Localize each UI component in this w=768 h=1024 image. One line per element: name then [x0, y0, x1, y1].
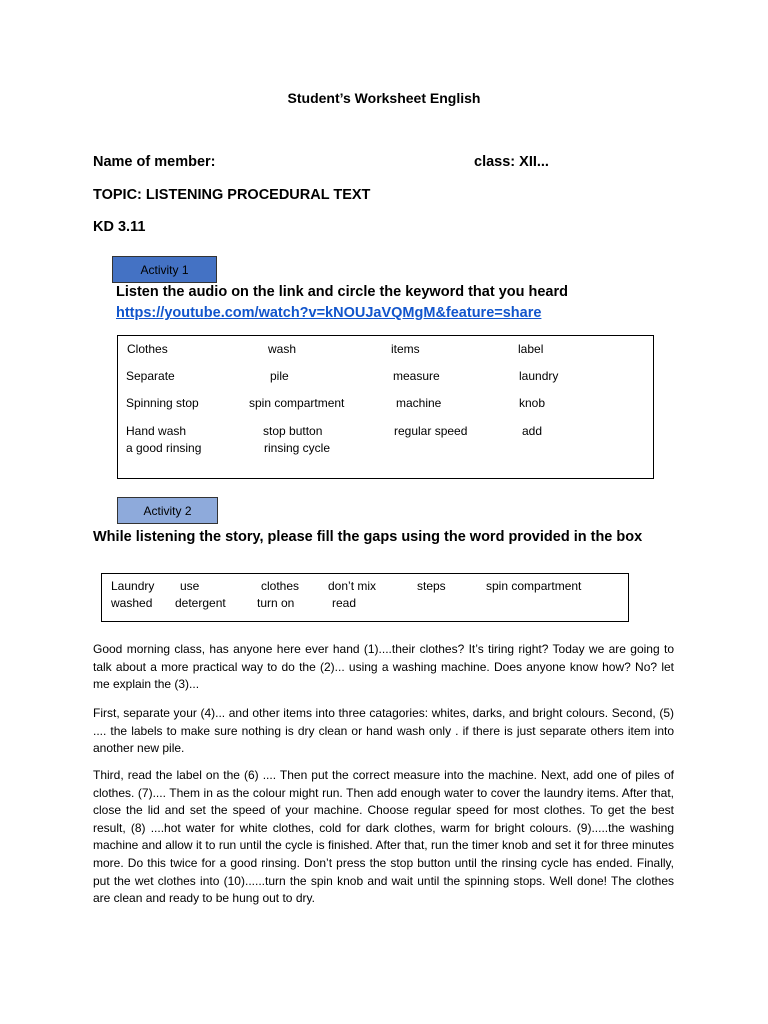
keyword[interactable]: add: [522, 424, 543, 438]
word: spin compartment: [486, 579, 582, 593]
keyword-box: [117, 335, 654, 479]
word: read: [332, 596, 357, 610]
word: Laundry: [111, 579, 155, 593]
keyword[interactable]: Separate: [126, 369, 175, 383]
keyword[interactable]: machine: [396, 396, 442, 410]
class-label: class: XII...: [474, 154, 549, 170]
youtube-link[interactable]: https://youtube.com/watch?v=kNOUJaVQMgM&feature=share: [116, 305, 542, 321]
keyword[interactable]: Hand wash: [126, 424, 187, 438]
activity-1-instruction: Listen the audio on the link and circle the keyword that you heard: [116, 284, 568, 300]
name-of-member-label: Name of member:: [93, 154, 216, 170]
worksheet-title: Student’s Worksheet English: [287, 90, 481, 106]
word-box: [101, 573, 629, 622]
keyword[interactable]: pile: [270, 369, 289, 383]
keyword[interactable]: laundry: [519, 369, 559, 383]
keyword[interactable]: knob: [519, 396, 546, 410]
keyword[interactable]: regular speed: [394, 424, 468, 438]
keyword[interactable]: spin compartment: [249, 396, 345, 410]
keyword[interactable]: measure: [393, 369, 440, 383]
activity-1-label: Activity 1: [112, 256, 217, 283]
keyword[interactable]: wash: [268, 342, 297, 356]
story-paragraph: First, separate your (4)... and other items into three catagories: whites, darks, and bright colours. Second, (5) .... the labels to make sure nothing is dry clean or hand wash only . if there is just separate others item into another new pile.: [93, 706, 674, 756]
keyword[interactable]: items: [391, 342, 420, 356]
word: detergent: [175, 596, 226, 610]
topic-heading: TOPIC: LISTENING PROCEDURAL TEXT: [93, 187, 371, 203]
keyword[interactable]: rinsing cycle: [264, 441, 331, 455]
word: use: [180, 579, 200, 593]
keyword[interactable]: Clothes: [127, 342, 168, 356]
story-paragraph: Good morning class, has anyone here ever hand (1)....their clothes? It’s tiring right? Today we are going to talk about a more practical way to do the (2)... using a washing machine. Does anyone know how? No? let me explain the (3)...: [93, 642, 674, 692]
word: turn on: [257, 596, 295, 610]
keyword[interactable]: a good rinsing: [126, 441, 202, 455]
activity-2-instruction: While listening the story, please fill the gaps using the word provided in the box: [93, 529, 643, 545]
keyword[interactable]: Spinning stop: [126, 396, 199, 410]
story-paragraph: Third, read the label on the (6) .... Then put the correct measure into the machine. Next, add one of piles of clothes. (7).... Them in as the colour might run. Then add enough water to cover the laundry items. After that, close the lid and set the speed of your machine. Choose regular speed for most clothes. To get the best result, (8) ....hot water for white clothes, cold for dark clothes, warm for bright colours. (9).....the washing machine and allow it to run until the cycle is finished. After that, run the timer knob and set it for three minutes more. Do this twice for a good rinsing. Don’t press the stop button until the rinsing cycle has ended. Finally, put the wet clothes into (10)......turn the spin knob and wait until the spinning stops. Well done! The clothes are clean and ready to be hung out to dry.: [93, 768, 674, 906]
word: don’t mix: [328, 579, 377, 593]
word: steps: [417, 579, 446, 593]
word: clothes: [261, 579, 300, 593]
keyword[interactable]: label: [518, 342, 544, 356]
keyword[interactable]: stop button: [263, 424, 323, 438]
activity-2-label: Activity 2: [117, 497, 218, 524]
word: washed: [111, 596, 153, 610]
kd-heading: KD 3.11: [93, 219, 146, 235]
